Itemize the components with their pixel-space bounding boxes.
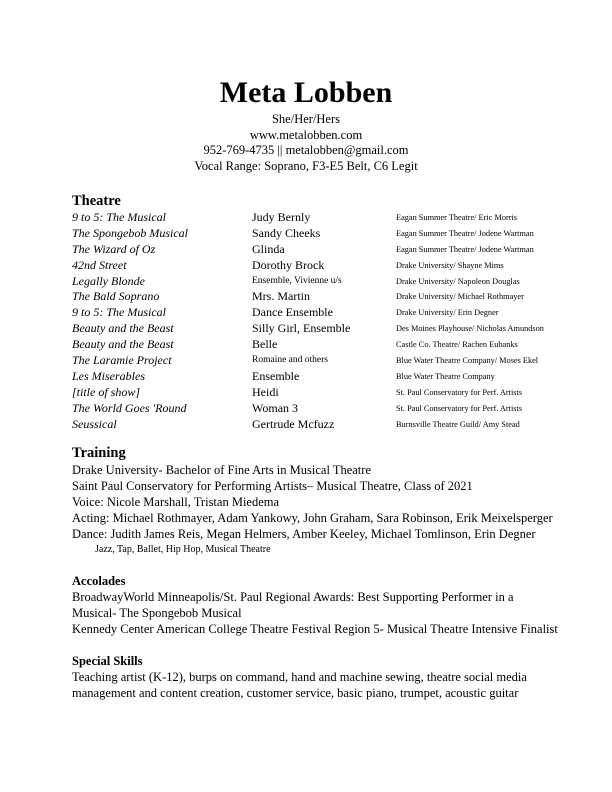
name-title: Meta Lobben (219, 76, 393, 109)
table-row (72, 369, 552, 385)
company-director: Blue Water Theatre Company/ Moses Ekel (396, 356, 539, 366)
website: www.metalobben.com (249, 127, 363, 142)
role: Romaine and others (252, 355, 328, 366)
role: Judy Bernly (252, 210, 311, 224)
dance-styles: Jazz, Tap, Ballet, Hip Hop, Musical Theatre (95, 544, 271, 555)
role: Mrs. Martin (252, 289, 310, 304)
company-director: Eagan Summer Theatre/ Jodene Wartman (396, 228, 534, 238)
training-line: Drake University- Bachelor of Fine Arts in Musical Theatre (72, 463, 371, 477)
skills-heading: Special Skills (72, 654, 143, 668)
resume-header (0, 74, 612, 174)
role: Belle (252, 337, 278, 352)
table-row (72, 337, 552, 353)
role: Glinda (252, 241, 285, 256)
table-row (72, 401, 552, 417)
table-row (72, 385, 552, 401)
theatre-section (72, 192, 552, 432)
company-director: Drake University/ Erin Degner (396, 308, 499, 318)
training-section (72, 444, 552, 558)
company-director: Drake University/ Shayne Mims (396, 260, 504, 270)
table-row (72, 242, 552, 258)
show-title: Beauty and the Beast (72, 337, 174, 352)
training-line: Acting: Michael Rothmayer, Adam Yankowy, John Graham, Sara Robinson, Erik Meixelsperger (72, 511, 553, 525)
show-title: The Bald Soprano (72, 289, 160, 304)
role: Heidi (252, 384, 279, 399)
training-line: Voice: Nicole Marshall, Tristan Miedema (72, 495, 280, 509)
role: Ensemble, Vivienne u/s (252, 275, 342, 286)
company-director: Eagan Summer Theatre/ Eric Morris (396, 213, 518, 222)
pronouns: She/Her/Hers (271, 112, 341, 126)
show-title: The Laramie Project (72, 353, 172, 368)
role: Silly Girl, Ensemble (252, 321, 351, 336)
company-director: Des Moines Playhouse/ Nicholas Amundson (396, 324, 544, 334)
show-title: The World Goes 'Round (72, 400, 187, 415)
table-row (72, 353, 552, 369)
show-title: 9 to 5: The Musical (72, 305, 166, 320)
show-title: Legally Blonde (72, 273, 145, 288)
show-title: The Wizard of Oz (72, 241, 156, 256)
show-title: Les Miserables (72, 368, 145, 383)
training-line: Dance: Judith James Reis, Megan Helmers, Amber Keeley, Michael Tomlinson, Erin Degner (72, 527, 536, 541)
skills-line: Teaching artist (K-12), burps on command, hand and machine sewing, theatre social media (72, 670, 527, 684)
role: Dance Ensemble (252, 305, 333, 320)
company-director: St. Paul Conservatory for Perf. Artists (396, 403, 523, 413)
company-director: Eagan Summer Theatre/ Jodene Wartman (396, 244, 534, 254)
table-row (72, 210, 552, 226)
training-line: Saint Paul Conservatory for Performing Artists– Musical Theatre, Class of 2021 (72, 479, 473, 493)
theatre-heading: Theatre (72, 193, 121, 209)
show-title: 42nd Street (72, 257, 127, 272)
table-row (72, 417, 552, 433)
company-director: St. Paul Conservatory for Perf. Artists (396, 387, 523, 397)
accolades-section (72, 573, 558, 637)
role: Sandy Cheeks (252, 225, 321, 240)
accolade-line: BroadwayWorld Minneapolis/St. Paul Regional Awards: Best Supporting Performer in a (72, 590, 514, 604)
company-director: Drake University/ Michael Rothmayer (396, 292, 524, 302)
theatre-table (72, 210, 552, 432)
skills-line: management and content creation, customer service, basic piano, trumpet, acoustic guitar (72, 686, 519, 700)
table-row (72, 258, 552, 274)
show-title: The Spongebob Musical (72, 225, 188, 240)
show-title: Seussical (72, 416, 117, 431)
table-row (72, 321, 552, 337)
accolade-line: Musical- The Spongebob Musical (72, 606, 242, 620)
table-row (72, 289, 552, 305)
show-title: [title of show] (72, 384, 141, 399)
training-heading: Training (72, 445, 126, 461)
role: Dorothy Brock (252, 257, 325, 272)
table-row (72, 305, 552, 321)
role: Gertrude Mcfuzz (252, 416, 335, 431)
company-director: Drake University/ Napoleon Douglas (396, 276, 520, 286)
phone-email: 952-769-4735 || metalobben@gmail.com (203, 143, 409, 157)
table-row (72, 226, 552, 242)
skills-section (72, 653, 552, 701)
company-director: Blue Water Theatre Company (396, 371, 495, 381)
accolade-line: Kennedy Center American College Theatre Festival Region 5- Musical Theatre Intensive Finalist (72, 622, 558, 636)
role: Ensemble (252, 368, 300, 383)
role: Woman 3 (252, 400, 299, 415)
show-title: Beauty and the Beast (72, 321, 174, 336)
table-row (72, 274, 552, 290)
show-title: 9 to 5: The Musical (72, 210, 166, 224)
company-director: Burnsville Theatre Guild/ Amy Stead (396, 419, 520, 429)
company-director: Castle Co. Theatre/ Rachen Eubanks (396, 340, 518, 350)
accolades-heading: Accolades (72, 574, 126, 588)
vocal-range: Vocal Range: Soprano, F3-E5 Belt, C6 Legit (194, 158, 418, 173)
